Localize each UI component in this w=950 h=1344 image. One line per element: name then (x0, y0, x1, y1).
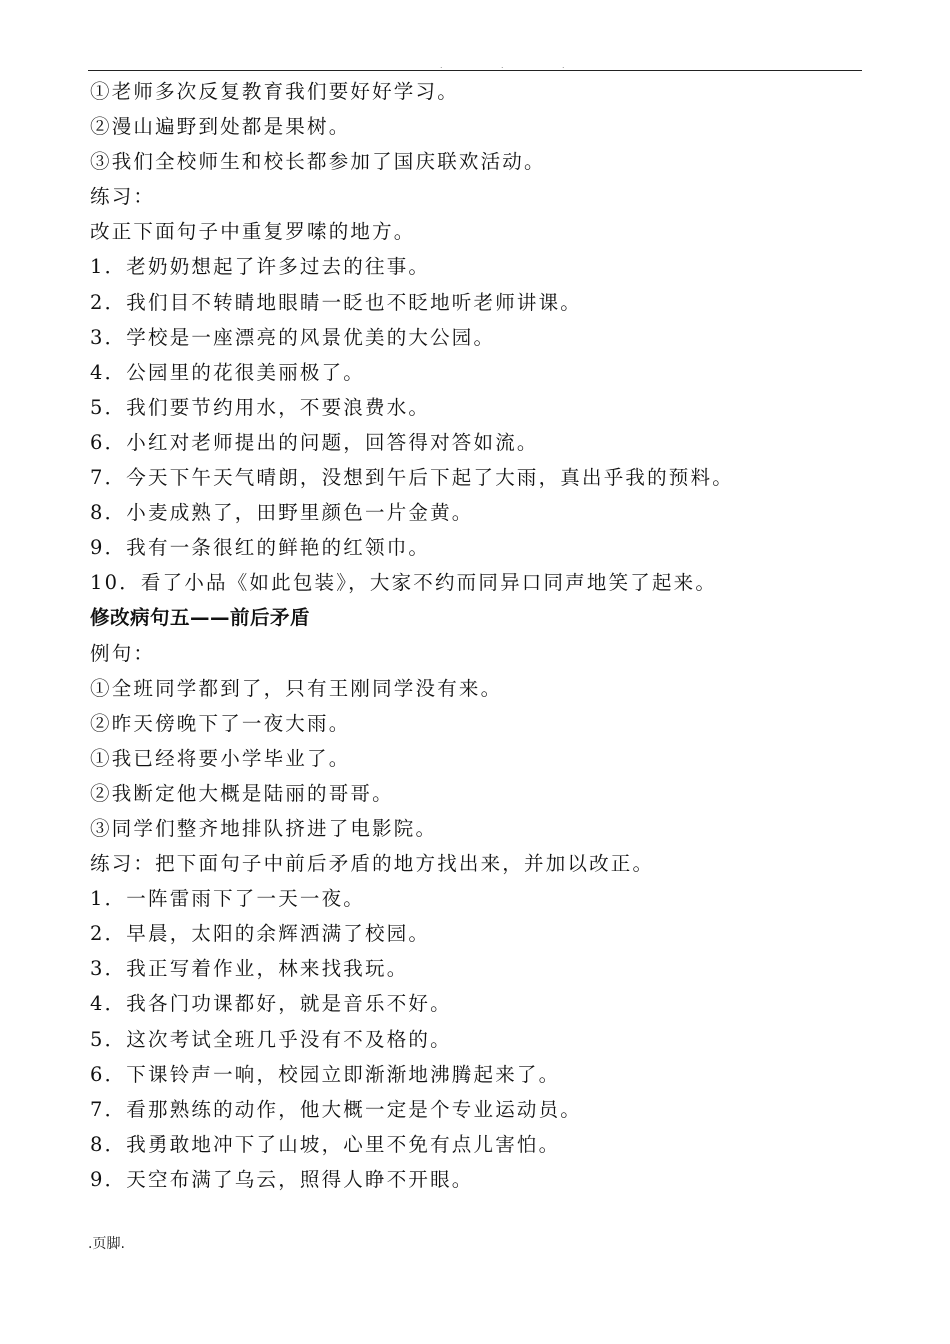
text-line: 5．我们要节约用水，不要浪费水。 (90, 395, 431, 419)
text-line: 9．我有一条很红的鲜艳的红领巾。 (90, 536, 431, 560)
document-body (90, 74, 860, 1197)
text-line: 7．今天下午天气晴朗，没想到午后下起了大雨，真出乎我的预料。 (90, 466, 734, 490)
page-header-marks: . . . (440, 60, 593, 70)
text-line: ②漫山遍野到处都是果树。 (90, 115, 351, 139)
text-line: 9．天空布满了乌云，照得人睁不开眼。 (90, 1167, 474, 1191)
text-line: 7．看那熟练的动作，他大概一定是个专业运动员。 (90, 1097, 583, 1121)
text-line: 6．下课铃声一响，校园立即渐渐地沸腾起来了。 (90, 1062, 561, 1086)
text-line: 3．学校是一座漂亮的风景优美的大公园。 (90, 325, 496, 349)
text-line: ③同学们整齐地排队挤进了电影院。 (90, 816, 438, 840)
text-line: 4．我各门功课都好，就是音乐不好。 (90, 992, 452, 1016)
page-footer: .页脚. (88, 1236, 125, 1252)
text-line: ①我已经将要小学毕业了。 (90, 746, 351, 770)
text-line: 例句： (90, 641, 156, 665)
text-line: 6．小红对老师提出的问题，回答得对答如流。 (90, 430, 539, 454)
text-line: 练习：把下面句子中前后矛盾的地方找出来，并加以改正。 (90, 852, 655, 876)
text-line: 改正下面句子中重复罗嗦的地方。 (90, 220, 416, 244)
text-line: 10．看了小品《如此包装》，大家不约而同异口同声地笑了起来。 (90, 571, 718, 595)
text-line: ①全班同学都到了，只有王刚同学没有来。 (90, 676, 503, 700)
text-line: 8．我勇敢地冲下了山坡，心里不免有点儿害怕。 (90, 1132, 561, 1156)
section-heading: 修改病句五——前后矛盾 (90, 606, 311, 630)
text-line: ③我们全校师生和校长都参加了国庆联欢活动。 (90, 150, 546, 174)
text-line: 5．这次考试全班几乎没有不及格的。 (90, 1027, 452, 1051)
text-line: 2．早晨，太阳的余辉洒满了校园。 (90, 922, 431, 946)
text-line: ①老师多次反复教育我们要好好学习。 (90, 80, 459, 103)
text-line: 1．老奶奶想起了许多过去的往事。 (90, 255, 431, 279)
text-line: 1．一阵雷雨下了一天一夜。 (90, 887, 366, 911)
text-line: 2．我们目不转睛地眼睛一眨也不眨地听老师讲课。 (90, 290, 583, 314)
text-line: ②昨天傍晚下了一夜大雨。 (90, 711, 351, 735)
header-rule (88, 70, 862, 71)
text-line: 3．我正写着作业，林来找我玩。 (90, 957, 409, 981)
text-line: 8．小麦成熟了，田野里颜色一片金黄。 (90, 501, 474, 525)
text-line: ②我断定他大概是陆丽的哥哥。 (90, 781, 394, 805)
text-line: 练习： (90, 185, 156, 209)
text-line: 4．公园里的花很美丽极了。 (90, 360, 366, 384)
